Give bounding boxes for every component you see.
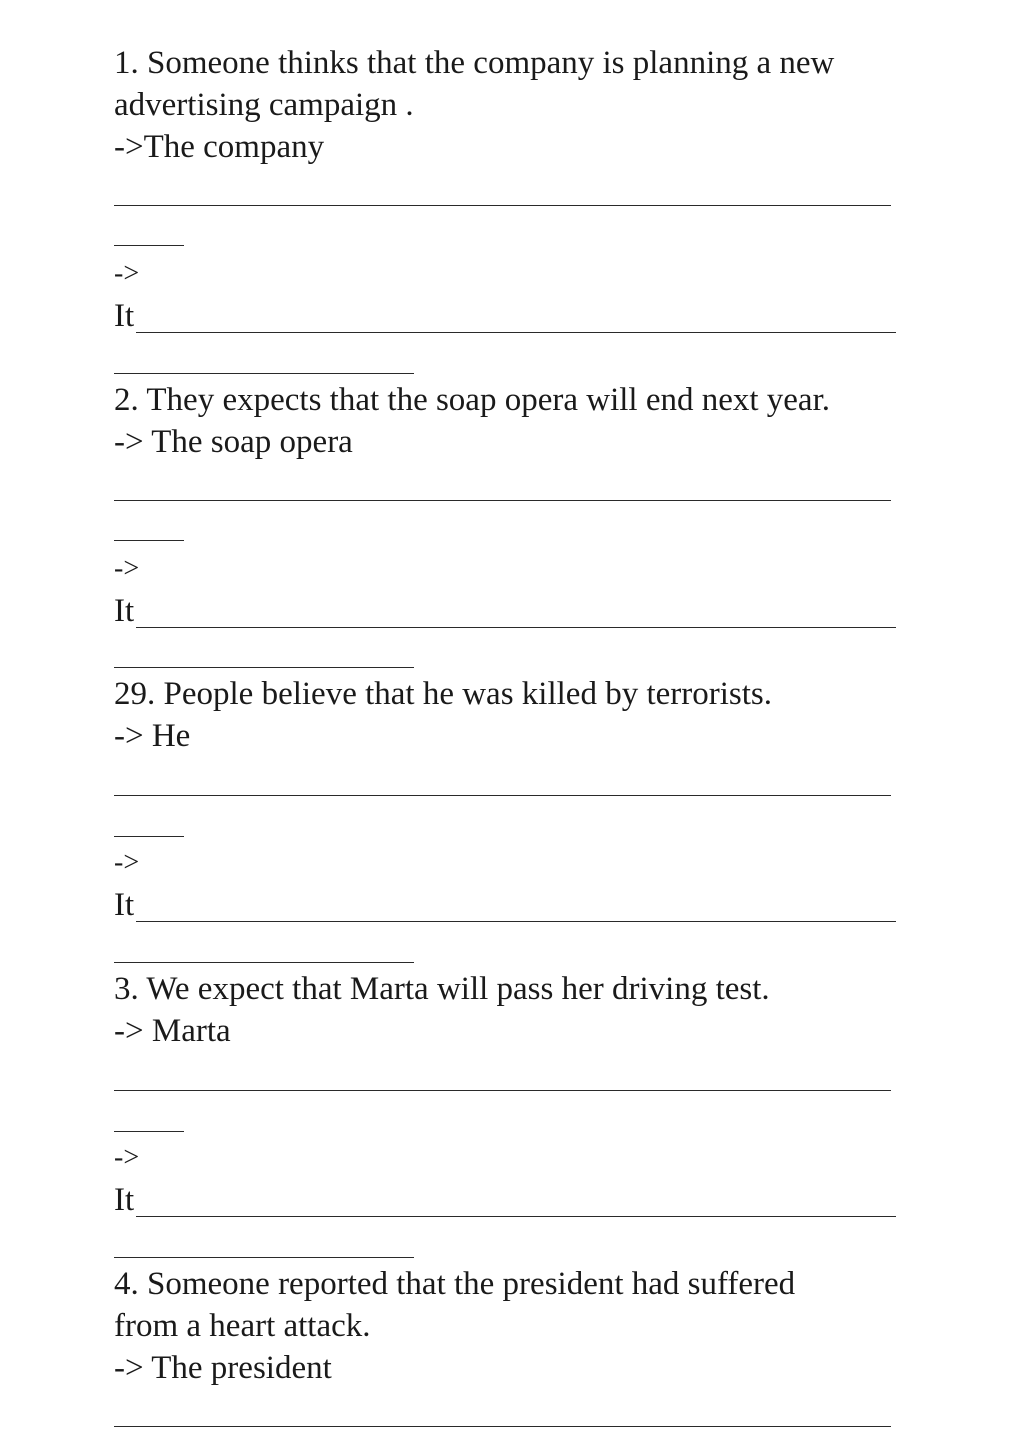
q29-answer-blank-cont bbox=[114, 836, 184, 837]
q1-answer-start: ->The company bbox=[114, 129, 325, 165]
q1-answer-blank bbox=[114, 205, 891, 206]
q1-prompt-line1: 1. Someone thinks that the company is planning a new bbox=[114, 45, 835, 81]
q3-answer-start: -> Marta bbox=[114, 1013, 231, 1049]
q1-alt-start: It bbox=[114, 298, 135, 334]
q2-alt-blank bbox=[136, 627, 896, 628]
q29-alt-blank bbox=[136, 921, 896, 922]
q3-prompt-line1: 3. We expect that Marta will pass her driving test. bbox=[114, 971, 770, 1007]
q2-answer-blank-cont bbox=[114, 540, 184, 541]
q1-alt-arrow: -> bbox=[114, 258, 140, 289]
q2-alt-start: It bbox=[114, 593, 135, 629]
q3-alt-arrow: -> bbox=[114, 1142, 140, 1173]
q4-answer-blank bbox=[114, 1426, 891, 1427]
q1-alt-blank-cont bbox=[114, 373, 414, 374]
q2-prompt-line1: 2. They expects that the soap opera will end next year. bbox=[114, 382, 830, 418]
q29-alt-arrow: -> bbox=[114, 847, 140, 878]
q29-answer-blank bbox=[114, 795, 891, 796]
q3-answer-blank-cont bbox=[114, 1131, 184, 1132]
q1-answer-blank-cont bbox=[114, 245, 184, 246]
q4-answer-start: -> The president bbox=[114, 1350, 332, 1386]
q3-answer-blank bbox=[114, 1090, 891, 1091]
q1-alt-blank bbox=[136, 332, 896, 333]
q2-answer-start: -> The soap opera bbox=[114, 424, 353, 460]
q1-prompt-line2: advertising campaign . bbox=[114, 87, 414, 123]
q3-alt-start: It bbox=[114, 1182, 135, 1218]
q2-answer-blank bbox=[114, 500, 891, 501]
q3-alt-blank-cont bbox=[114, 1257, 414, 1258]
q3-alt-blank bbox=[136, 1216, 896, 1217]
q29-alt-start: It bbox=[114, 887, 135, 923]
q29-alt-blank-cont bbox=[114, 962, 414, 963]
q4-prompt-line1: 4. Someone reported that the president had suffered bbox=[114, 1266, 796, 1302]
q2-alt-arrow: -> bbox=[114, 553, 140, 584]
q2-alt-blank-cont bbox=[114, 667, 414, 668]
q29-answer-start: -> He bbox=[114, 718, 191, 754]
q29-prompt-line1: 29. People believe that he was killed by terrorists. bbox=[114, 676, 773, 712]
q4-prompt-line2: from a heart attack. bbox=[114, 1308, 371, 1344]
